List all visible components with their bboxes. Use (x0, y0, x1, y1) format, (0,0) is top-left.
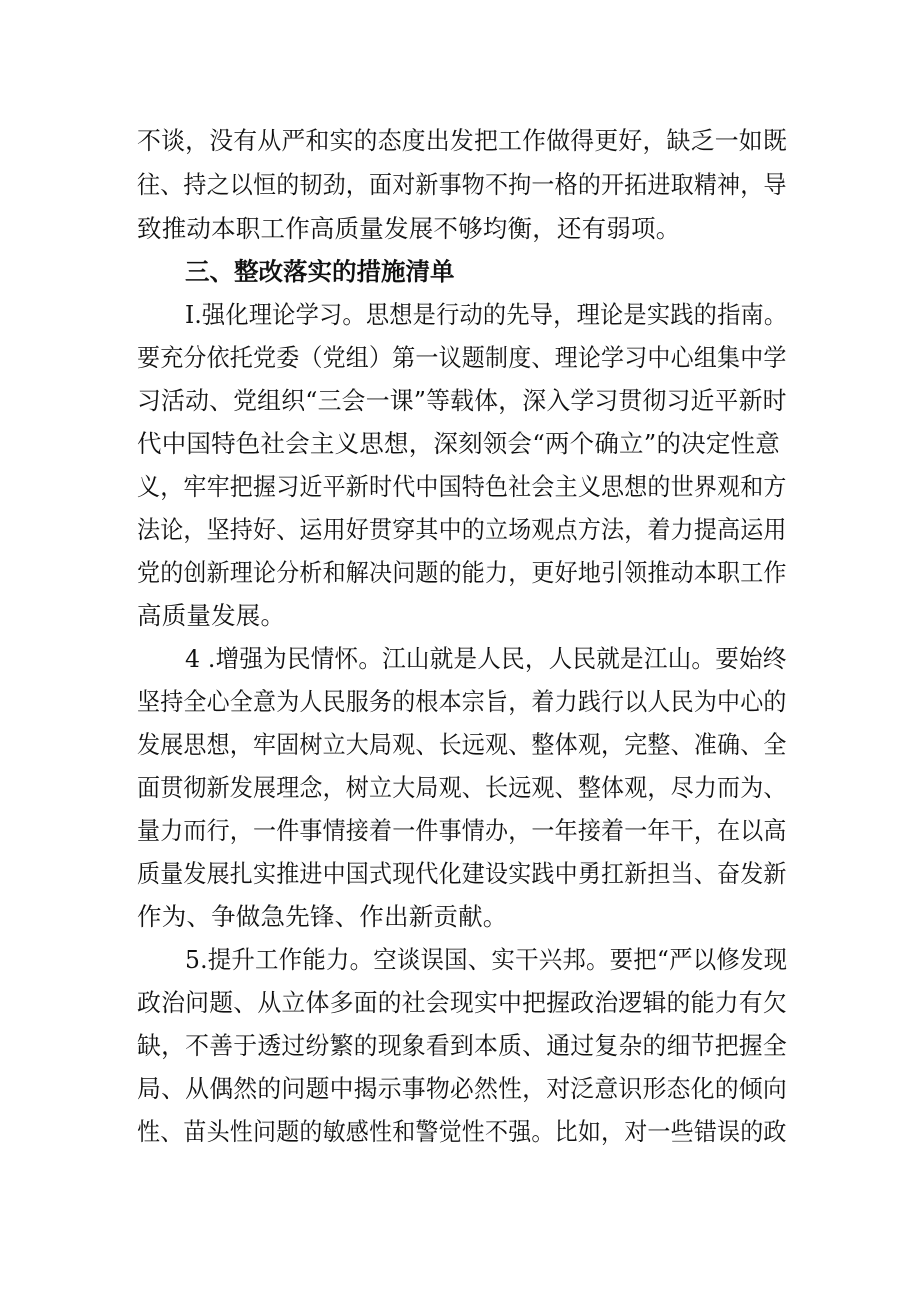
paragraph-intro-line-1: 不谈，没有从严和实的态度出发把工作做得更好，缺乏一如既 (137, 126, 787, 155)
paragraph-4-line-7: 作为、争做急先锋、作出新贡献。 (137, 902, 508, 931)
section-heading: 三、整改落实的措施清单 (185, 257, 455, 286)
paragraph-5-line-1: 5.提升工作能力。空谈误国、实干兴邦。要把“严以修发现 (185, 945, 788, 974)
paragraph-1-line-5: 义，牢牢把握习近平新时代中国特色社会主义思想的世界观和方 (137, 472, 787, 501)
paragraph-1-line-7: 党的创新理论分析和解决问题的能力，更好地引领推动本职工作 (137, 558, 787, 587)
paragraph-4-line-6: 质量发展扎实推进中国式现代化建设实践中勇扛新担当、奋发新 (137, 859, 787, 888)
paragraph-4-line-2: 坚持全心全意为人民服务的根本宗旨，着力践行以人民为中心的 (137, 687, 787, 716)
paragraph-5-line-2: 政治问题、从立体多面的社会现实中把握政治逻辑的能力有欠 (137, 988, 787, 1017)
paragraph-4-line-3: 发展思想，牢固树立大局观、长远观、整体观，完整、准确、全 (137, 730, 787, 759)
paragraph-4-line-4: 面贯彻新发展理念，树立大局观、长远观、整体观，尽力而为、 (137, 773, 787, 802)
paragraph-4-line-1: 4 .增强为民情怀。江山就是人民，人民就是江山。要始终 (185, 644, 787, 673)
paragraph-5-line-5: 性、苗头性问题的敏感性和警觉性不强。比如，对一些错误的政 (137, 1117, 787, 1146)
paragraph-intro-line-3: 致推动本职工作高质量发展不够均衡，还有弱项。 (137, 214, 681, 243)
paragraph-5-line-4: 局、从偶然的问题中揭示事物必然性，对泛意识形态化的倾向 (137, 1074, 787, 1103)
paragraph-1-line-2: 要充分依托党委（党组）第一议题制度、理论学习中心组集中学 (137, 343, 787, 372)
paragraph-1-line-3: 习活动、党组织“三会一课”等载体，深入学习贯彻习近平新时 (137, 386, 787, 415)
paragraph-1-line-4: 代中国特色社会主义思想，深刻领会“两个确立”的决定性意 (137, 429, 780, 458)
paragraph-4-line-5: 量力而行，一件事情接着一件事情办，一年接着一年干，在以高 (137, 816, 787, 845)
paragraph-intro-line-2: 往、持之以恒的韧劲，面对新事物不拘一格的开拓进取精神，导 (137, 170, 787, 199)
paragraph-1-line-1: I.强化理论学习。思想是行动的先导，理论是实践的指南。 (185, 300, 788, 329)
paragraph-5-line-3: 缺，不善于透过纷繁的现象看到本质、通过复杂的细节把握全 (137, 1031, 787, 1060)
paragraph-1-line-8: 高质量发展。 (137, 601, 286, 630)
paragraph-1-line-6: 法论，坚持好、运用好贯穿其中的立场观点方法，着力提高运用 (137, 515, 787, 544)
